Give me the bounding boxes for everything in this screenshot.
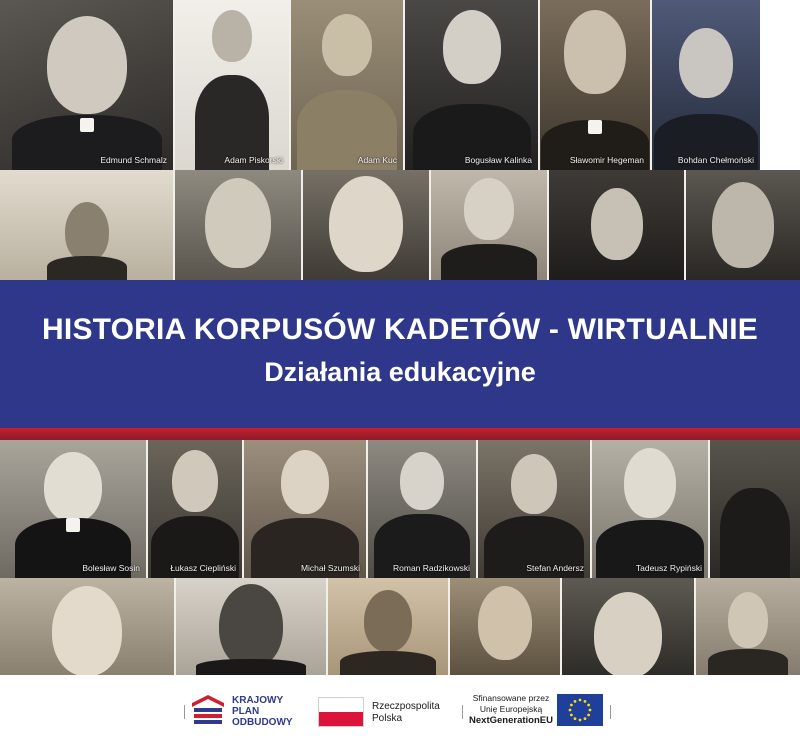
portrait-photo — [328, 578, 450, 675]
portrait-photo — [696, 578, 800, 675]
kpo-logo-icon — [190, 693, 226, 729]
portrait-caption: Bohdan Chełmoński — [677, 155, 754, 165]
poland-line-2: Polska — [372, 713, 403, 724]
title-banner — [0, 280, 800, 428]
portrait-photo — [0, 0, 175, 170]
eu-line-3: NextGenerationEU — [469, 715, 553, 726]
portrait-photo — [291, 0, 405, 170]
portrait-photo — [244, 440, 368, 578]
portrait-row-3 — [0, 440, 800, 578]
kpo-line-3: ODBUDOWY — [232, 717, 293, 728]
portrait-caption: Sławomir Hegeman — [569, 155, 644, 165]
portrait-photo — [652, 0, 760, 170]
kpo-logo-text — [232, 695, 302, 728]
kpo-line-2: PLAN — [232, 706, 260, 717]
portrait-caption: Michał Szumski — [300, 563, 360, 573]
kpo-line-1: KRAJOWY — [232, 695, 284, 706]
page-title: HISTORIA KORPUSÓW KADETÓW - WIRTUALNIE — [42, 313, 758, 346]
eu-line-2: Unię Europejską — [479, 704, 543, 714]
portrait-photo — [0, 578, 176, 675]
portrait-photo — [562, 578, 696, 675]
portrait-caption: Roman Radzikowski — [393, 563, 470, 573]
portrait-photo — [478, 440, 592, 578]
footer-divider — [462, 705, 463, 719]
portrait-caption: Bogusław Kalinka — [464, 155, 532, 165]
portrait-photo — [710, 440, 800, 578]
portrait-caption: Tadeusz Rypiński — [635, 563, 702, 573]
portrait-row-1 — [0, 0, 800, 170]
portrait-photo — [592, 440, 710, 578]
portrait-photo — [0, 440, 148, 578]
portrait-photo — [303, 170, 431, 280]
eu-funding-text — [466, 693, 556, 726]
portrait-photo — [368, 440, 478, 578]
portrait-caption: Adam Kuc — [357, 155, 397, 165]
poland-logo-text — [372, 701, 440, 725]
portrait-row-2 — [0, 170, 800, 280]
banner-red-stripe — [0, 428, 800, 440]
portrait-caption: Adam Piskorski — [224, 155, 283, 165]
portrait-photo — [175, 0, 291, 170]
page-subtitle: Działania edukacyjne — [264, 357, 536, 387]
portrait-caption: Stefan Andersz — [526, 563, 584, 573]
portrait-photo — [148, 440, 244, 578]
portrait-photo — [540, 0, 652, 170]
eu-flag-icon — [557, 694, 603, 726]
footer-divider — [610, 705, 611, 719]
portrait-photo — [175, 170, 303, 280]
poland-line-1: Rzeczpospolita — [372, 701, 440, 712]
portrait-caption: Łukasz Ciepliński — [170, 563, 236, 573]
portrait-photo — [549, 170, 686, 280]
portrait-caption: Edmund Schmalz — [100, 155, 167, 165]
polish-flag-icon — [318, 697, 364, 727]
portrait-photo — [686, 170, 800, 280]
footer-divider — [184, 705, 185, 719]
portrait-photo — [0, 170, 175, 280]
portrait-photo — [431, 170, 549, 280]
portrait-caption: Bolesław Sosin — [82, 563, 140, 573]
portrait-photo — [405, 0, 540, 170]
eu-line-1: Sfinansowane przez — [472, 693, 550, 703]
portrait-photo — [450, 578, 562, 675]
portrait-row-4 — [0, 578, 800, 675]
portrait-photo — [176, 578, 328, 675]
